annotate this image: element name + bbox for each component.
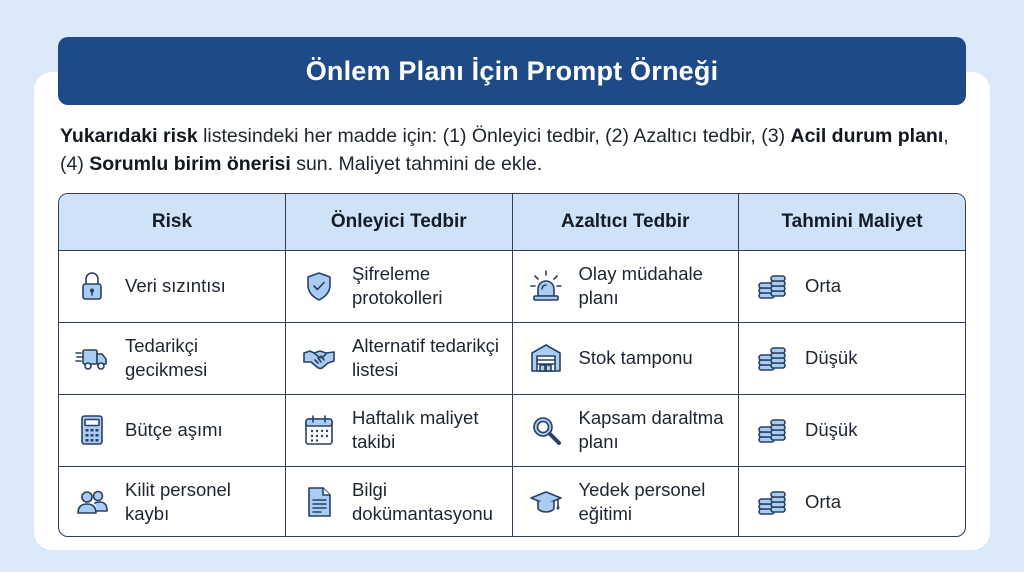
cell-text: Bilgi dokümantasyonu	[352, 479, 493, 525]
cell-text: Tedarikçi gecikmesi	[125, 335, 208, 380]
cell-text: Şifreleme protokolleri	[352, 263, 443, 308]
cell-text: Haftalık maliyet takibi	[352, 407, 479, 452]
calculator-icon	[75, 413, 109, 447]
cell-cost	[739, 466, 966, 537]
header-mitigating: Azaltıcı Tedbir	[512, 194, 739, 250]
cell-prevent	[286, 322, 513, 394]
alarm-siren-icon	[529, 269, 563, 303]
cell-text: Kapsam daraltma planı	[578, 407, 724, 452]
cell-text: Düşük	[805, 347, 858, 368]
cell-mitigate	[512, 250, 739, 322]
intro-bold-responsible: Sorumlu birim önerisi	[89, 153, 291, 175]
cell-cost	[739, 394, 966, 466]
document-icon	[302, 485, 336, 519]
cell-risk	[59, 466, 286, 537]
intro-paragraph	[60, 122, 970, 178]
intro-text-1: listesindeki her madde için: (1) Önleyici tedbir, (2) Azaltıcı tedbir, (3)	[197, 125, 791, 147]
cell-text: Kilit personel kaybı	[125, 479, 231, 525]
coin-stack-icon	[755, 485, 789, 519]
page-title-banner	[58, 37, 966, 105]
cell-text: Düşük	[805, 419, 858, 440]
handshake-icon	[302, 341, 336, 375]
cell-text: Bütçe aşımı	[125, 419, 223, 440]
cell-text: Alternatif tedarikçi listesi	[352, 335, 500, 380]
intro-text-2: , (4)	[60, 125, 949, 175]
cell-text: Yedek personel eğitimi	[578, 479, 706, 525]
warehouse-icon	[529, 341, 563, 375]
table-row	[59, 394, 965, 466]
cell-mitigate	[512, 466, 739, 537]
calendar-icon	[302, 413, 336, 447]
lock-icon	[75, 269, 109, 303]
graduation-cap-icon	[529, 485, 563, 519]
page-title: Önlem Planı İçin Prompt Örneği	[305, 55, 719, 86]
cell-text: Olay müdahale planı	[578, 263, 703, 308]
magnifier-icon	[529, 413, 563, 447]
coin-stack-icon	[755, 413, 789, 447]
cell-prevent	[286, 466, 513, 537]
cell-text: Stok tamponu	[578, 347, 693, 368]
cell-mitigate	[512, 394, 739, 466]
cell-text: Orta	[805, 275, 841, 296]
cell-risk	[59, 250, 286, 322]
intro-text-3: sun. Maliyet tahmini de ekle.	[290, 153, 543, 175]
intro-bold-contingency: Acil durum planı	[790, 125, 944, 147]
cell-mitigate	[512, 322, 739, 394]
cell-cost	[739, 322, 966, 394]
header-preventive: Önleyici Tedbir	[286, 194, 513, 250]
table-row	[59, 466, 965, 537]
risk-table	[58, 193, 966, 537]
shield-check-icon	[302, 269, 336, 303]
intro-bold-risk: Yukarıdaki risk	[60, 125, 198, 147]
cell-risk	[59, 322, 286, 394]
delivery-truck-icon	[75, 341, 109, 375]
table-row	[59, 322, 965, 394]
coin-stack-icon	[755, 341, 789, 375]
cell-text: Veri sızıntısı	[125, 275, 226, 296]
header-risk: Risk	[59, 194, 286, 250]
cell-cost	[739, 250, 966, 322]
coin-stack-icon	[755, 269, 789, 303]
cell-prevent	[286, 394, 513, 466]
table-header-row	[59, 194, 965, 250]
table-row	[59, 250, 965, 322]
cell-text: Orta	[805, 491, 841, 513]
cell-prevent	[286, 250, 513, 322]
header-cost: Tahmini Maliyet	[739, 194, 966, 250]
people-icon	[75, 485, 109, 519]
cell-risk	[59, 394, 286, 466]
